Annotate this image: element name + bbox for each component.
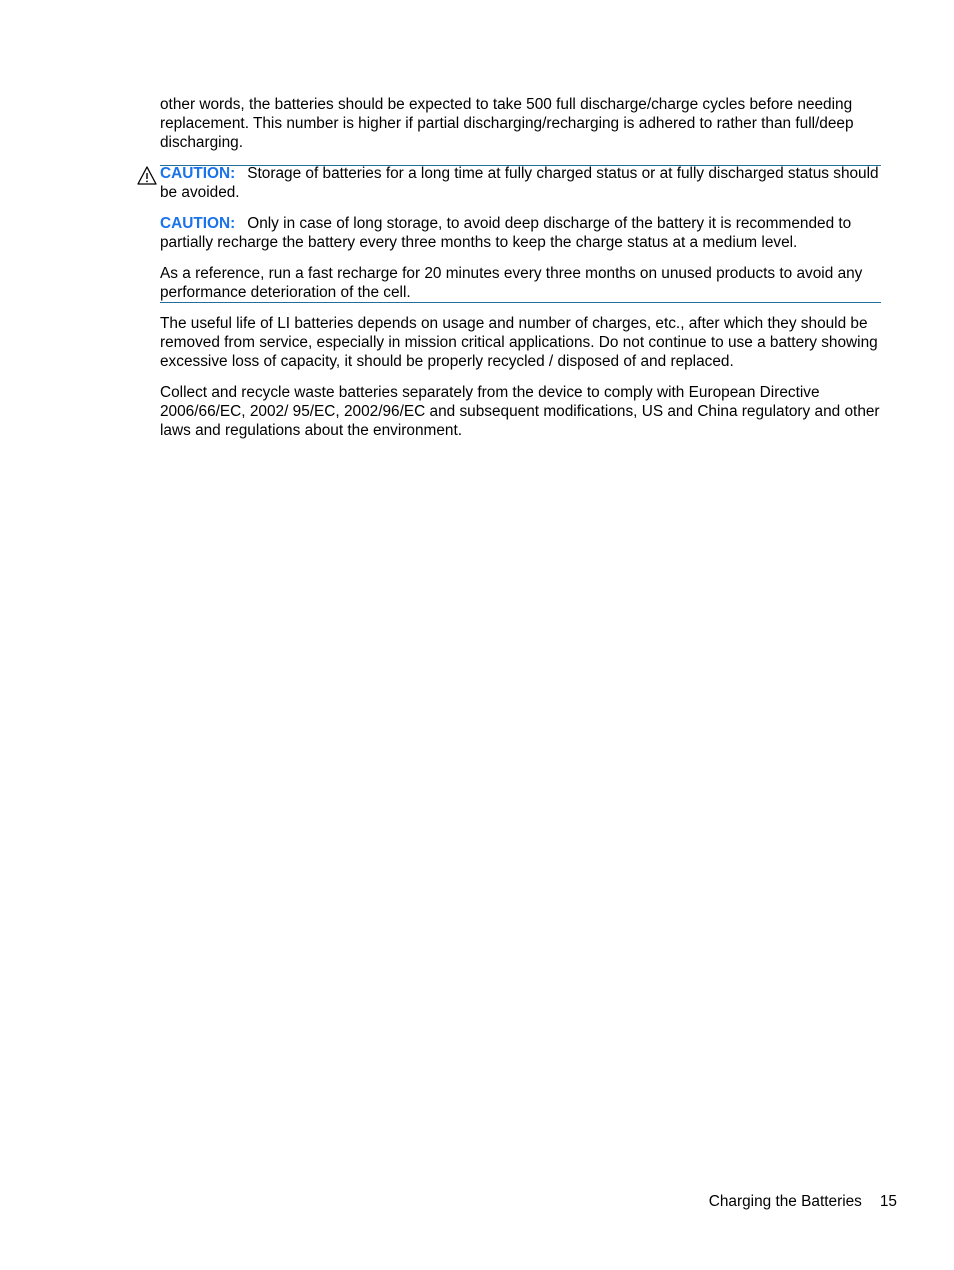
warning-triangle-icon bbox=[137, 166, 157, 185]
reference-paragraph: As a reference, run a fast recharge for 20 minutes every three months on unused products to avoid any performance deterioration of the cell. bbox=[160, 265, 863, 301]
caution-1-label: CAUTION: bbox=[160, 165, 236, 182]
caution-1-text: Storage of batteries for a long time at fully charged status or at fully discharged status should be avoided. bbox=[160, 165, 879, 201]
footer-section-title: Charging the Batteries bbox=[708, 1193, 862, 1210]
page-number: 15 bbox=[879, 1193, 897, 1210]
caution-2-text: Only in case of long storage, to avoid deep discharge of the battery it is recommended to partially recharge the battery every three months to keep the charge status at a medium level. bbox=[160, 215, 852, 251]
useful-life-paragraph: The useful life of LI batteries depends on usage and number of charges, etc., after which they should be removed from service, especially in mission critical applications. Do not continue to use a battery showing excessive loss of capacity, it should be properly recycled / disposed of and replaced. bbox=[160, 315, 878, 370]
caution-2 bbox=[160, 214, 884, 252]
caution-2-label: CAUTION: bbox=[160, 215, 236, 232]
intro-paragraph: other words, the batteries should be expected to take 500 full discharge/charge cycles before needing replacement. This number is higher if partial discharging/recharging is adhered to rather than full/deep discharging. bbox=[160, 96, 854, 151]
caution-bottom-rule bbox=[160, 302, 881, 303]
caution-1 bbox=[160, 164, 884, 202]
page-footer bbox=[709, 1192, 897, 1211]
recycle-paragraph: Collect and recycle waste batteries separately from the device to comply with European Directive 2006/66/EC, 2002/ 95/EC, 2002/96/EC and subsequent modifications, US and China regulatory and other laws and regulations about the environment. bbox=[160, 384, 880, 439]
